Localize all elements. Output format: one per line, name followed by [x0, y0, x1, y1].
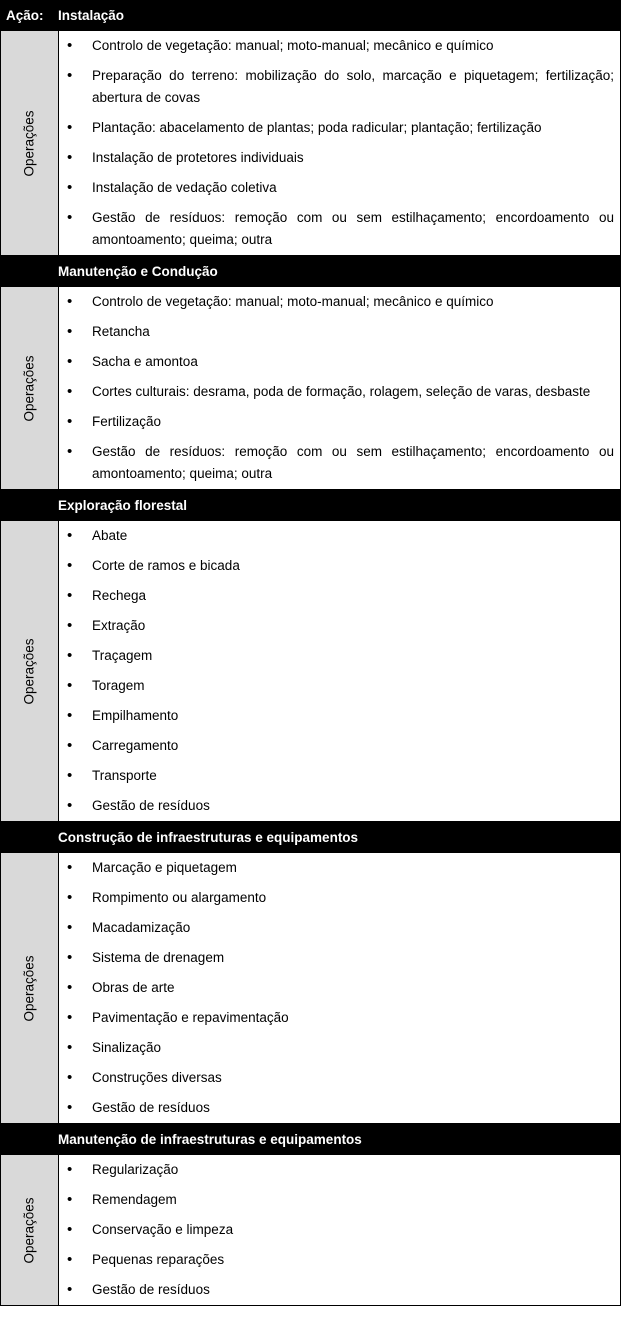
list-item: • Remendagem: [59, 1185, 620, 1215]
list-item: • Macadamização: [59, 913, 620, 943]
list-item: • Extração: [59, 611, 620, 641]
section-header: [0, 822, 621, 853]
section-header: [0, 1124, 621, 1155]
list-item: • Sacha e amontoa: [59, 347, 620, 377]
section-header: [0, 256, 621, 287]
list-item: • Regularização: [59, 1155, 620, 1185]
operations-list: [58, 853, 621, 1124]
operations-side-label: [0, 1155, 58, 1306]
list-item: • Rompimento ou alargamento: [59, 883, 620, 913]
list-item: • Corte de ramos e bicada: [59, 551, 620, 581]
side-label-text: Operações: [22, 109, 38, 177]
section-body: [0, 521, 621, 822]
list-item: • Preparação do terreno: mobilização do solo, marcação e piquetagem; fertilização; abertura de covas: [59, 61, 620, 113]
side-label-text: Operações: [22, 1196, 38, 1264]
section-title: Construção de infraestruturas e equipamentos: [58, 830, 359, 845]
list-item: • Pequenas reparações: [59, 1245, 620, 1275]
section-title: Instalação: [58, 8, 125, 23]
operations-side-label: [0, 287, 58, 490]
operations-list: [58, 287, 621, 490]
list-item: • Rechega: [59, 581, 620, 611]
section-title: Exploração florestal: [58, 498, 188, 513]
section-body: [0, 287, 621, 490]
list-item: • Marcação e piquetagem: [59, 853, 620, 883]
operations-list: [58, 521, 621, 822]
list-item: • Controlo de vegetação: manual; moto-manual; mecânico e químico: [59, 287, 620, 317]
list-item: • Gestão de resíduos: [59, 791, 620, 821]
list-item: • Obras de arte: [59, 973, 620, 1003]
list-item: • Toragem: [59, 671, 620, 701]
list-item: • Traçagem: [59, 641, 620, 671]
section-body: [0, 853, 621, 1124]
list-item: • Gestão de resíduos: [59, 1275, 620, 1305]
list-item: • Instalação de protetores individuais: [59, 143, 620, 173]
operations-side-label: [0, 521, 58, 822]
list-item: • Fertilização: [59, 407, 620, 437]
list-item: • Plantação: abacelamento de plantas; poda radicular; plantação; fertilização: [59, 113, 620, 143]
operations-side-label: [0, 31, 58, 256]
list-item: • Controlo de vegetação: manual; moto-manual; mecânico e químico: [59, 31, 620, 61]
list-item: • Cortes culturais: desrama, poda de formação, rolagem, seleção de varas, desbaste: [59, 377, 620, 407]
section-title: Manutenção e Condução: [58, 264, 218, 279]
operations-side-label: [0, 853, 58, 1124]
side-label-text: Operações: [22, 354, 38, 422]
section-body: [0, 31, 621, 256]
section-body: [0, 1155, 621, 1306]
list-item: • Carregamento: [59, 731, 620, 761]
acao-label: Ação:: [6, 8, 44, 23]
list-item: • Instalação de vedação coletiva: [59, 173, 620, 203]
list-item: • Abate: [59, 521, 620, 551]
operations-list: [58, 31, 621, 256]
operations-list: [58, 1155, 621, 1306]
list-item: • Conservação e limpeza: [59, 1215, 620, 1245]
list-item: • Pavimentação e repavimentação: [59, 1003, 620, 1033]
side-label-text: Operações: [22, 637, 38, 705]
list-item: • Construções diversas: [59, 1063, 620, 1093]
list-item: • Gestão de resíduos: remoção com ou sem estilhaçamento; encordoamento ou amontoamento; queima; outra: [59, 437, 620, 489]
list-item: • Gestão de resíduos: remoção com ou sem estilhaçamento; encordoamento ou amontoamento; queima; outra: [59, 203, 620, 255]
section-title: Manutenção de infraestruturas e equipamentos: [58, 1132, 362, 1147]
list-item: • Retancha: [59, 317, 620, 347]
list-item: • Sistema de drenagem: [59, 943, 620, 973]
list-item: • Empilhamento: [59, 701, 620, 731]
section-header: [0, 0, 621, 31]
side-label-text: Operações: [22, 954, 38, 1022]
list-item: • Gestão de resíduos: [59, 1093, 620, 1123]
section-header: [0, 490, 621, 521]
list-item: • Transporte: [59, 761, 620, 791]
list-item: • Sinalização: [59, 1033, 620, 1063]
